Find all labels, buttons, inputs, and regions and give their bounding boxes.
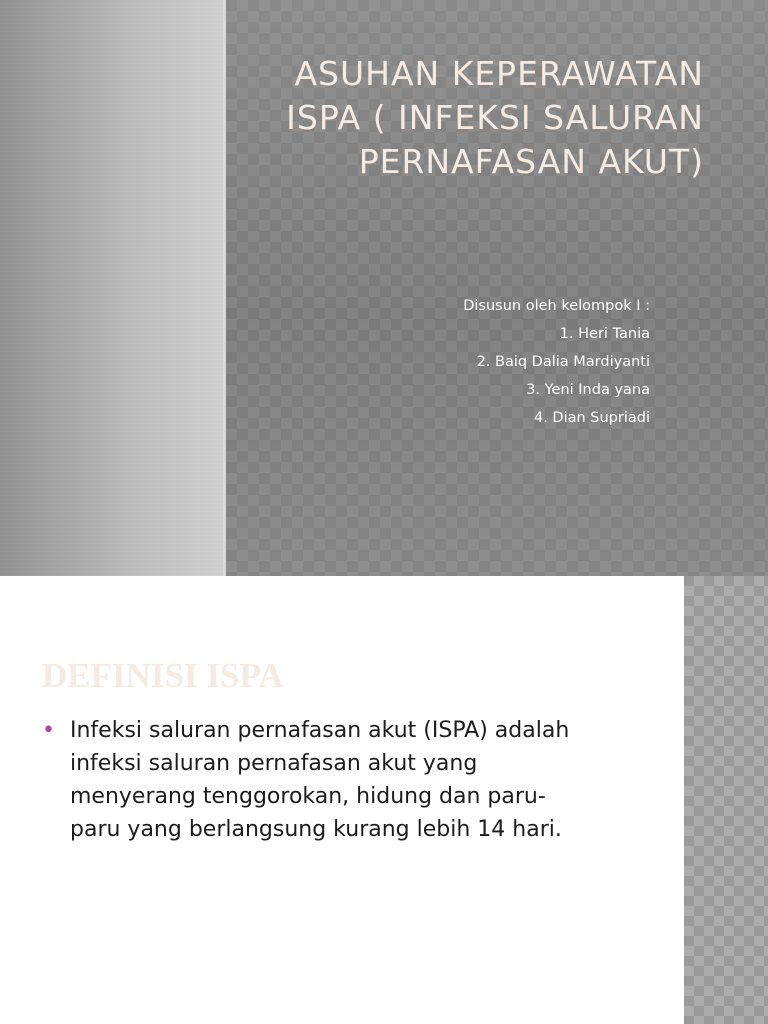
bullet-text-line: paru yang berlangsung kurang lebih 14 hari. <box>70 817 562 842</box>
bullet-icon: • <box>42 718 55 743</box>
slide-title-line: PERNAFASAN AKUT) <box>358 142 704 181</box>
author-item: 1. Heri Tania <box>559 326 650 342</box>
bullet-item <box>42 714 642 846</box>
section-title: DEFINISI ISPA <box>42 656 284 695</box>
slide-title-line: ISPA ( INFEKSI SALURAN <box>286 98 704 137</box>
author-item: 4. Dian Supriadi <box>533 410 650 426</box>
slide-title-line: ASUHAN KEPERAWATAN <box>294 54 704 93</box>
bullet-text <box>70 714 569 846</box>
definition-slide <box>0 576 768 1024</box>
author-item: 2. Baiq Dalia Mardiyanti <box>476 354 650 370</box>
bullet-text-line: menyerang tenggorokan, hidung dan paru- <box>70 784 546 809</box>
bullet-text-line: Infeksi saluran pernafasan akut (ISPA) adalah <box>70 718 570 743</box>
slide-title <box>234 52 704 184</box>
author-list-heading: Disusun oleh kelompok I : <box>463 298 650 314</box>
author-list <box>290 292 650 432</box>
bullet-text-line: infeksi saluran pernafasan akut yang <box>70 751 478 776</box>
patterned-side-strip <box>684 576 768 1024</box>
left-gradient-panel <box>0 0 223 576</box>
author-item: 3. Yeni Inda yana <box>526 382 650 398</box>
